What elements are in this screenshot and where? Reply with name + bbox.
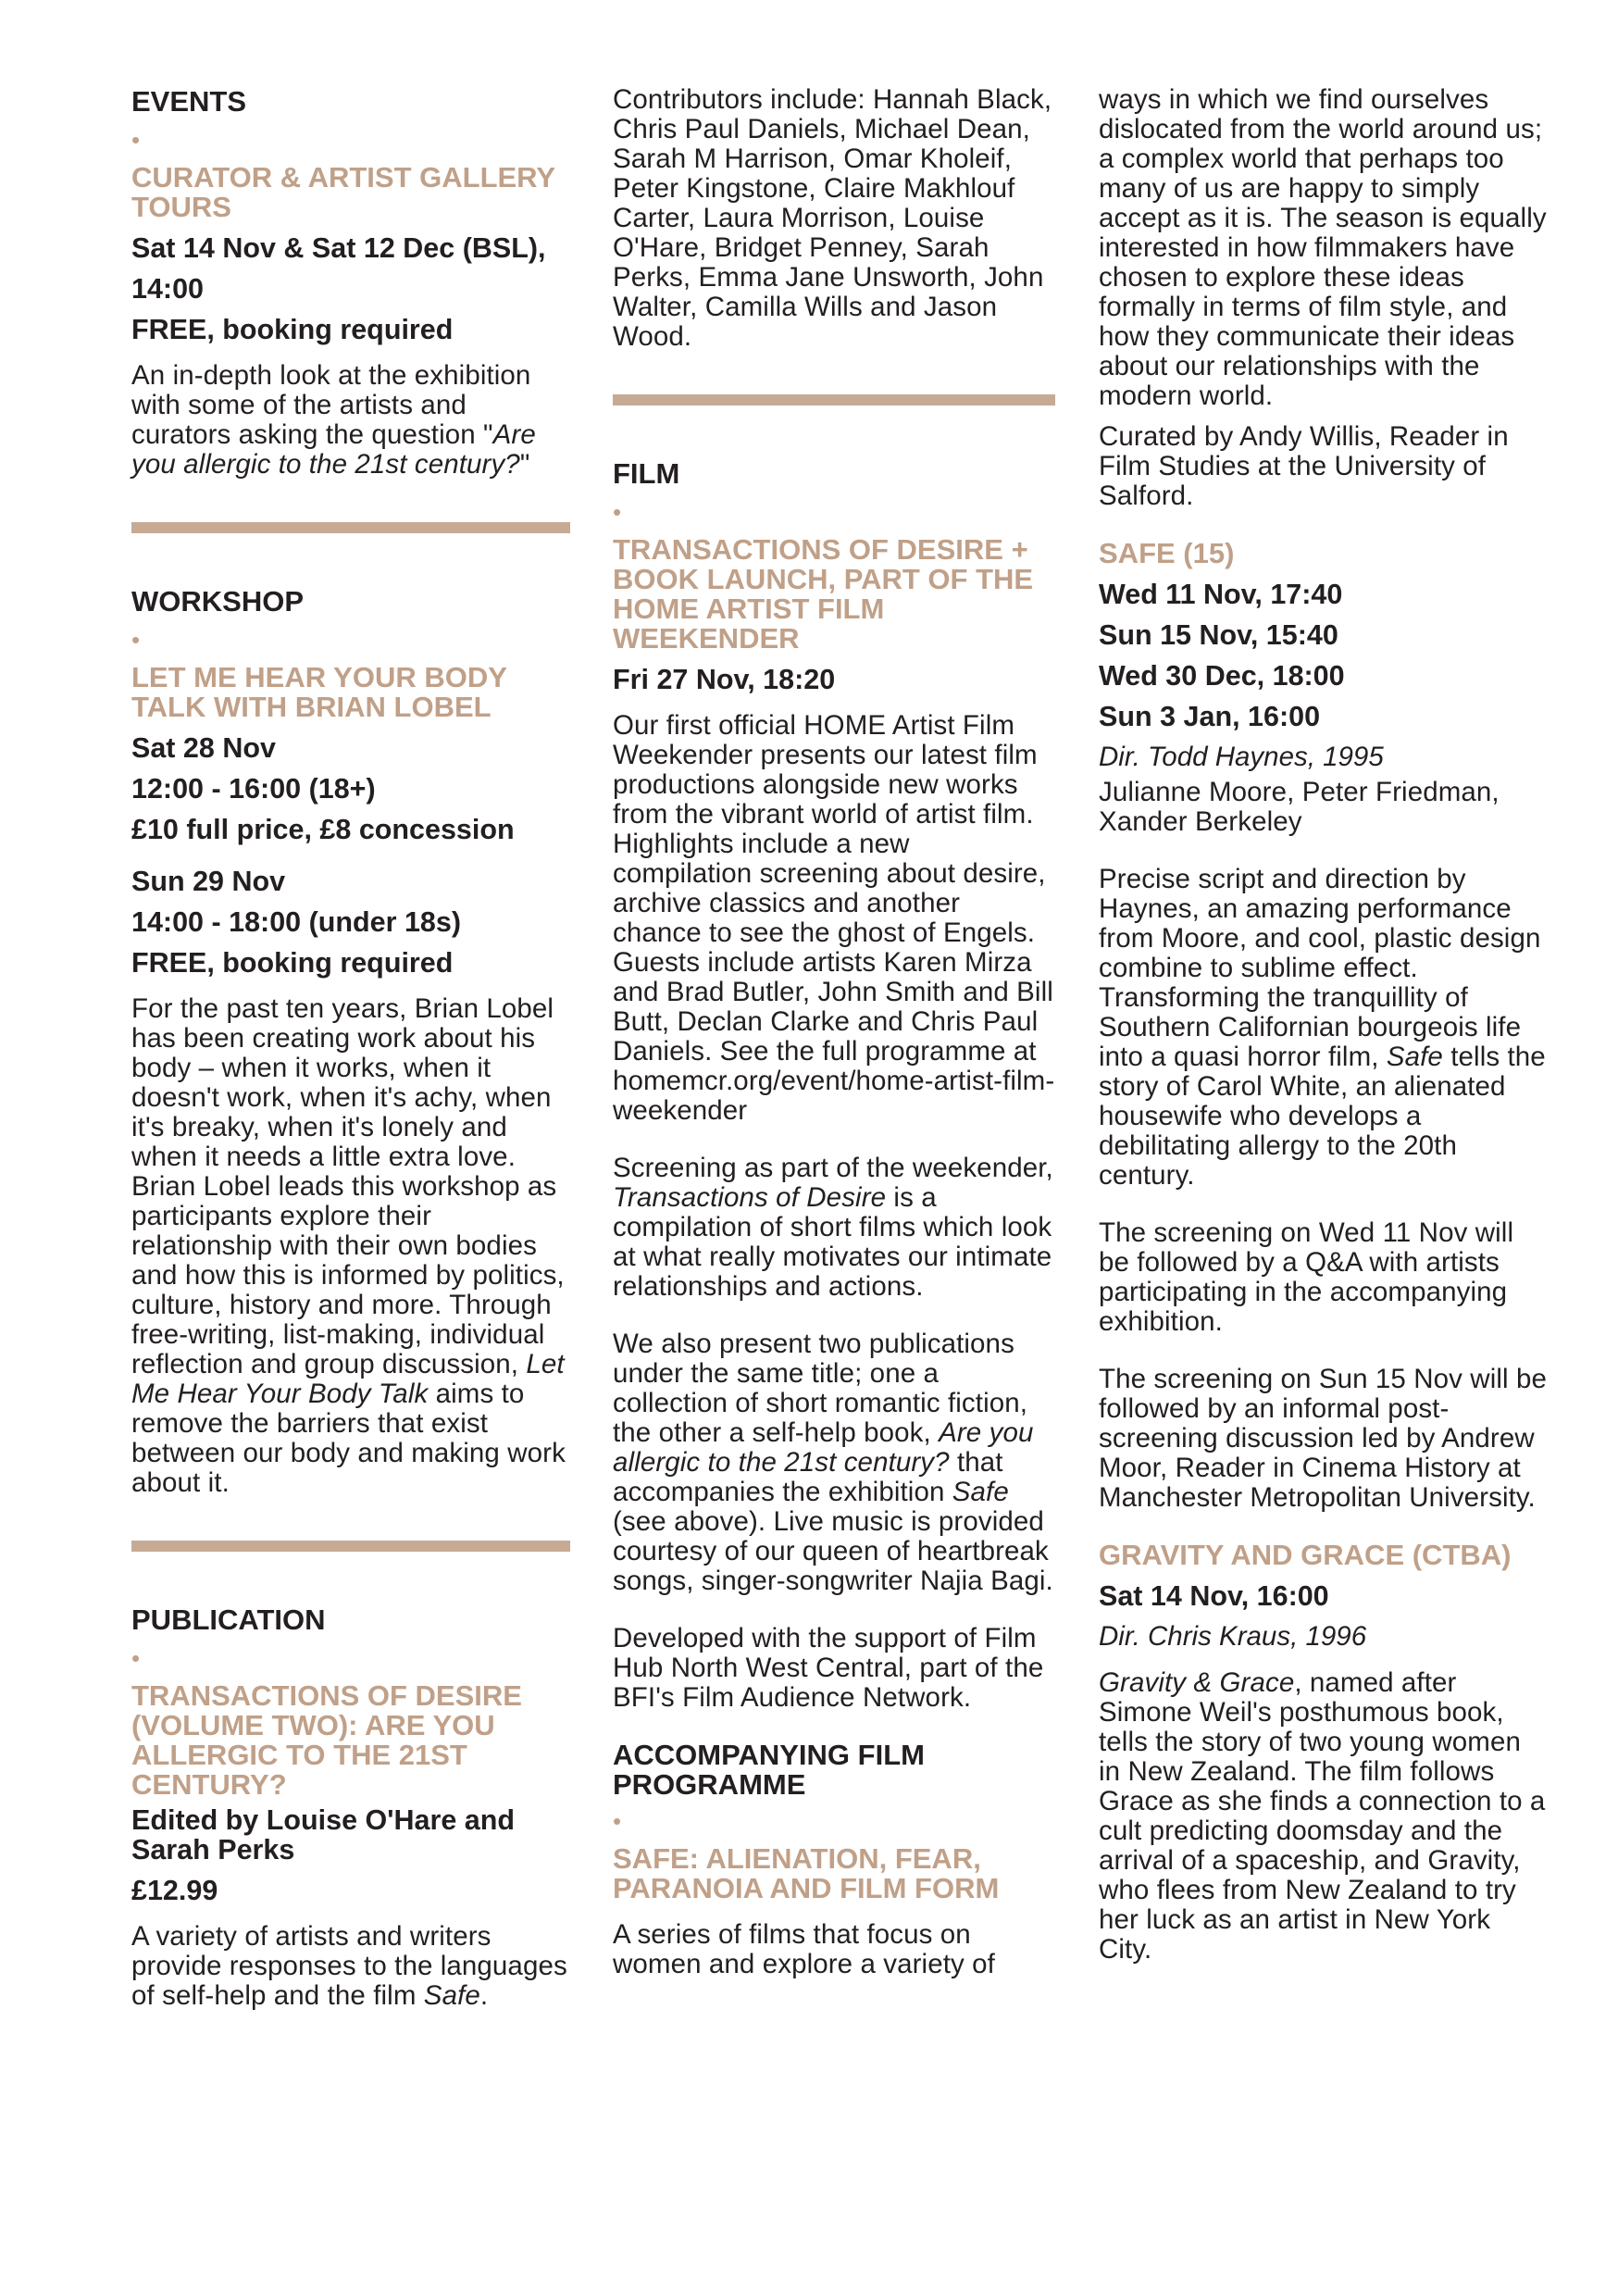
text-run: We also present two publications under the same title; one a collection of short romantic fiction, the other a self-help book,: [613, 1329, 1028, 1448]
film-description: [1099, 865, 1547, 1191]
session-date: Sun 29 Nov: [131, 866, 286, 897]
publication-title: TRANSACTIONS OF DESIRE (VOLUME TWO): ARE YOU ALLERGIC TO THE 21ST CENTURY?: [131, 1679, 522, 1801]
screening-date: Wed 30 Dec, 18:00: [1099, 660, 1345, 692]
programme-paragraph-continued: ways in which we find ourselves dislocated from the world around us; a complex world that perhaps too many of us are happy to simply accept as it is. The season is equally interested in how filmmakers have chosen to explore these ideas formally in terms of film style, and how they communicate their ideas about our relationships with the modern world.: [1099, 84, 1547, 411]
publication-section: [131, 1603, 570, 2011]
screening-date: Sun 3 Jan, 16:00: [1099, 701, 1321, 732]
italic-text: Safe: [952, 1477, 1009, 1507]
programme-section: [613, 1741, 1055, 1979]
contributors-text: Contributors include: Hannah Black, Chris Paul Daniels, Michael Dean, Sarah M Harrison, Omar Kholeif, Peter Kingstone, Claire Makhlouf Carter, Laura Morrison, Louise O'Hare, Bridget Penney, Sarah Perks, Emma Jane Unsworth, John Walter, Camilla Wills and Jason Wood.: [613, 84, 1052, 352]
text-run: Precise script and direction by Haynes, an amazing performance from Moore, and cool, plastic design combine to sublime effect. Transforming the tranquillity of Southern Californian bourgeois life into a quasi horror film,: [1099, 864, 1541, 1072]
section-divider: [613, 394, 1055, 406]
film-title: TRANSACTIONS OF DESIRE + BOOK LAUNCH, PART OF THE HOME ARTIST FILM WEEKENDER: [613, 533, 1034, 655]
text-run: is a compilation of short films which look at what really motivates our intimate relationships and actions.: [613, 1182, 1052, 1302]
session-date: Sat 28 Nov: [131, 732, 276, 764]
text-run: For the past ten years, Brian Lobel has been creating work about his body – when it works, when it doesn't work, when it's achy, when it's breaky, when it's lonely and when it needs a little extra love. Brian Lobel leads this workshop as participants explore their relationship with their own bodies and how this is informed by politics, culture, history and more. Through free-writing, list-making, individual reflection and group discussion,: [131, 993, 565, 1379]
column-left: [131, 85, 570, 2011]
publication-editors: Edited by Louise O'Hare and Sarah Perks: [131, 1804, 515, 1866]
italic-text: Let Me Hear Your Body Talk: [131, 1349, 565, 1409]
bullet-dot: •: [613, 1807, 622, 1835]
text-run: tells the story of Carol White, an alienated housewife who develops a debilitating allergy to the 20th century.: [1099, 1042, 1546, 1191]
text-run: ": [519, 449, 530, 480]
column-right: [1099, 85, 1547, 1965]
screening-note: The screening on Wed 11 Nov will be followed by a Q&A with artists participating in the accompanying exhibition.: [1099, 1217, 1514, 1337]
text-run: A variety of artists and writers provide responses to the languages of self-help and the film: [131, 1921, 567, 2011]
programme-heading: ACCOMPANYING FILM PROGRAMME: [613, 1739, 925, 1801]
film-paragraph: [613, 1154, 1055, 1302]
italic-text: Transactions of Desire: [613, 1182, 887, 1213]
event-date: Sat 14 Nov & Sat 12 Dec (BSL), 14:00: [131, 232, 546, 305]
programme-paragraph: A series of films that focus on women and explore a variety of: [613, 1919, 995, 1979]
italic-text: Safe: [423, 1980, 480, 2011]
film-description: [1099, 1668, 1547, 1965]
section-divider: [131, 1541, 570, 1552]
italic-text: Gravity & Grace: [1099, 1667, 1295, 1698]
text-run: (see above). Live music is provided courtesy of our queen of heartbreak songs, singer-songwriter Najia Bagi.: [613, 1506, 1053, 1596]
session-price: FREE, booking required: [131, 947, 454, 979]
text-run: , named after Simone Weil's posthumous book, tells the story of two young women in New Zealand. The film follows Grace as she finds a connection to a cult predicting doomsday and the arrival of a spaceship, and Gravity, who flees from New Zealand to try her luck as an artist in New York City.: [1099, 1667, 1546, 1965]
text-run: aims to remove the barriers that exist between our body and making work about it.: [131, 1379, 566, 1498]
section-divider: [131, 522, 570, 533]
screening-date: Sun 15 Nov, 15:40: [1099, 619, 1338, 651]
workshop-section: [131, 585, 570, 1498]
session-price: £10 full price, £8 concession: [131, 814, 515, 845]
event-price: FREE, booking required: [131, 314, 454, 345]
film-paragraph: Our first official HOME Artist Film Weekender presents our latest film productions alongside new works from the vibrant world of artist film. Highlights include a new compilation screening about desire, archive classics and another chance to see the ghost of Engels. Guests include artists Karen Mirza and Brad Butler, John Smith and Bill Butt, Declan Clarke and Chris Paul Daniels. See the full programme at homemcr.org/event/home-artist-film-weekender: [613, 710, 1055, 1126]
category-heading: FILM: [613, 457, 680, 490]
gravity-listing: [1099, 1541, 1547, 1965]
bullet-dot: •: [131, 626, 141, 654]
text-run: An in-depth look at the exhibition with some of the artists and curators asking the question ": [131, 360, 531, 450]
category-heading: EVENTS: [131, 85, 247, 118]
screening-date: Wed 11 Nov, 17:40: [1099, 579, 1343, 610]
column-middle: [613, 85, 1055, 1979]
workshop-title: LET ME HEAR YOUR BODY TALK WITH BRIAN LOBEL: [131, 661, 507, 723]
italic-text: Safe: [1386, 1042, 1443, 1072]
text-run: that accompanies the exhibition: [613, 1447, 1003, 1507]
category-heading: WORKSHOP: [131, 585, 304, 618]
film-director: Dir. Chris Kraus, 1996: [1099, 1621, 1367, 1652]
film-date: Fri 27 Nov, 18:20: [613, 664, 836, 695]
event-title: CURATOR & ARTIST GALLERY TOURS: [131, 161, 555, 223]
text-run: .: [479, 1980, 489, 2011]
screening-note: The screening on Sun 15 Nov will be followed by an informal post-screening discussion led by Andrew Moor, Reader in Cinema History at Manchester Metropolitan University.: [1099, 1364, 1547, 1513]
text-run: Screening as part of the weekender,: [613, 1153, 1053, 1183]
category-heading: PUBLICATION: [131, 1603, 326, 1636]
curator-credit: Curated by Andy Willis, Reader in Film Studies at the University of Salford.: [1099, 421, 1509, 511]
italic-text: Are you allergic to the 21st century?: [131, 419, 536, 480]
film-section: [613, 457, 1055, 1713]
event-description: [131, 361, 570, 480]
film-listing-title: GRAVITY AND GRACE (CTBA): [1099, 1539, 1512, 1571]
film-cast: Julianne Moore, Peter Friedman, Xander Berkeley: [1099, 777, 1500, 837]
film-director: Dir. Todd Haynes, 1995: [1099, 742, 1384, 772]
events-section: [131, 85, 570, 480]
workshop-description: [131, 994, 570, 1498]
bullet-dot: •: [613, 498, 622, 526]
programme-title: SAFE: ALIENATION, FEAR, PARANOIA AND FILM FORM: [613, 1842, 1000, 1904]
italic-text: Are you allergic to the 21st century?: [613, 1417, 1034, 1478]
publication-description: [131, 1922, 570, 2011]
publication-price: £12.99: [131, 1875, 218, 1906]
film-listing-title: SAFE (15): [1099, 537, 1235, 569]
safe-listing: [1099, 539, 1547, 1513]
bullet-dot: •: [131, 1644, 141, 1672]
session-time: 14:00 - 18:00 (under 18s): [131, 906, 461, 938]
film-paragraph: Developed with the support of Film Hub North West Central, part of the BFI's Film Audience Network.: [613, 1623, 1044, 1713]
session-time: 12:00 - 16:00 (18+): [131, 773, 376, 805]
bullet-dot: •: [131, 126, 141, 154]
screening-date: Sat 14 Nov, 16:00: [1099, 1580, 1329, 1612]
film-paragraph: [613, 1329, 1055, 1596]
